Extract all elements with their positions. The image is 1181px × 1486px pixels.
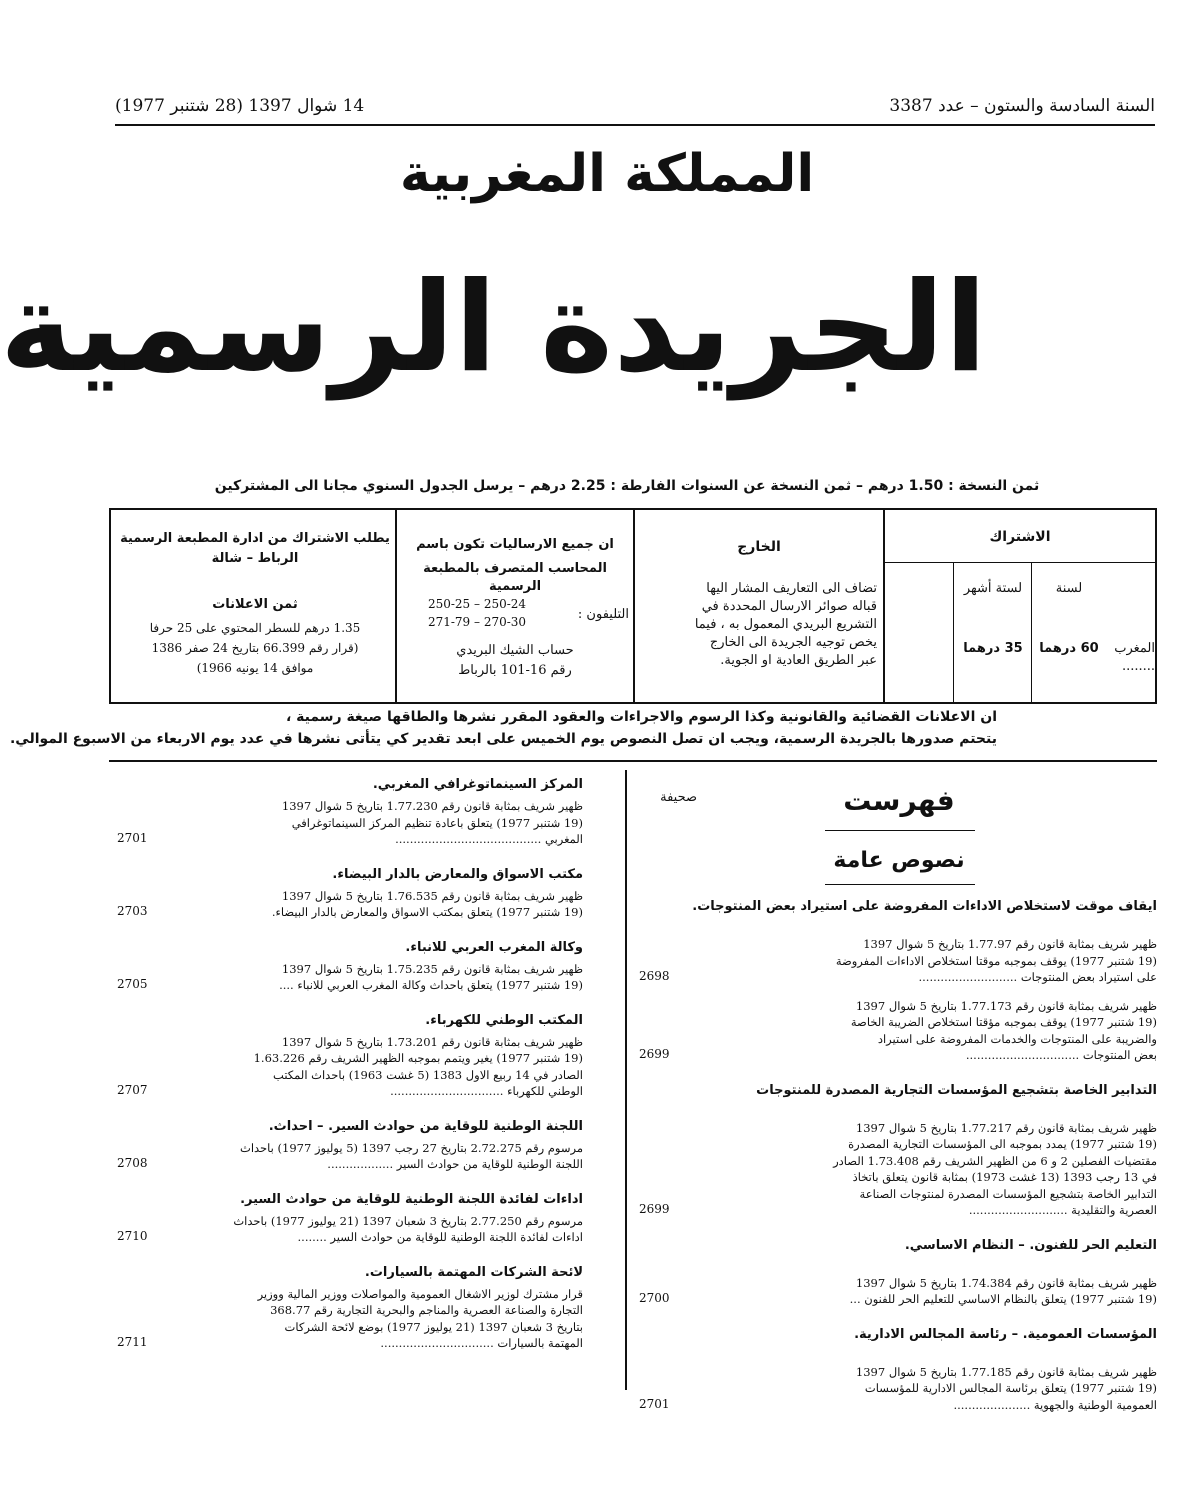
toc-entry-line: المغربي ........................................: [395, 832, 583, 846]
toc-entry-line: (19 شتنبر 1977) يتعلق بالنظام الاساسي للتعليم الحر للفنون ...: [849, 1292, 1157, 1306]
toc-entry-line: (19 شتنبر 1977) يغير ويتمم بموجبه الظهير الشريف رقم 1.63.226: [253, 1051, 583, 1065]
subscription-six-price: 35 درهما: [963, 641, 1023, 656]
toc-entry-line: (19 شتنبر 1977) يتعلق بمكتب الاسواق والمعارض بالدار البيضاء.: [271, 905, 583, 919]
info-box: [109, 508, 1157, 704]
notice-rule: [109, 760, 1157, 762]
toc-entry[interactable]: [717, 1364, 1157, 1414]
page-number: 2711: [117, 1335, 148, 1349]
abroad-line: قباله صوائر الارسال المحددة في: [701, 599, 877, 614]
toc-entry-line: التجارة والصناعة العصرية والمناجم والبحرية التجارية رقم 368.77: [270, 1303, 583, 1317]
toc-entry-line: (19 شتنبر 1977) يمدد بموجبه الى المؤسسات التجارية المصدرة: [848, 1137, 1157, 1151]
toc-entry[interactable]: [173, 798, 583, 848]
toc-entry-line: ظهير شريف بمثابة قانون رقم 1.77.230 بتاريخ 5 شوال 1397: [281, 799, 583, 813]
page-number: 2701: [639, 1396, 670, 1411]
ads-line5: موافق 14 يونيه 1966): [196, 661, 314, 675]
toc-entry[interactable]: [173, 1140, 583, 1173]
toc-entry[interactable]: [717, 936, 1157, 986]
page-number: 2710: [117, 1229, 148, 1243]
phone-numbers-1: 250-24 – 250-25: [427, 597, 527, 611]
abroad-text: [641, 580, 877, 670]
toc-entry-line: اللجنة الوطنية للوقاية من حوادث السير ..................: [327, 1157, 583, 1171]
phone-label: التليفون :: [577, 607, 629, 622]
subscription-col-year: لسنة: [1055, 581, 1083, 596]
ads-line1: يطلب الاشتراك من ادارة المطبعة الرسمية: [120, 531, 390, 546]
section-heading: اداءات لفائدة اللجنة الوطنية للوقاية من حوادث السير.: [240, 1191, 583, 1207]
toc-entry-line: (19 شتنبر 1977) يتعلق برئاسة المجالس الادارية للمؤسسات: [864, 1381, 1157, 1395]
section-heading: المكتب الوطني للكهرباء.: [425, 1012, 583, 1028]
postal-account: حساب الشيك البريدي: [456, 643, 574, 658]
page-number: 2700: [639, 1291, 670, 1305]
gazette-title: الجريدة الرسمية: [0, 256, 987, 400]
section-heading: التدابير الخاصة بتشجيع المؤسسات التجارية المصدرة للمنتوجات: [756, 1082, 1157, 1098]
toc-entry-line: ظهير شريف بمثابة قانون رقم 1.77.97 بتاريخ 5 شوال 1397: [863, 937, 1157, 951]
page-header: صحيفة: [660, 790, 697, 805]
abroad-line: تضاف الى التعاريف المشار اليها: [706, 581, 877, 596]
toc-entry-line: في 13 رجب 1393 (13 غشت 1973) بمثابة قانون يتعلق باتخاذ: [852, 1170, 1157, 1184]
kingdom-name: المملكة المغربية: [399, 144, 815, 204]
section-heading: المؤسسات العمومية. – رئاسة المجالس الادارية.: [854, 1326, 1157, 1342]
toc-entry-line: مرسوم رقم 2.77.250 بتاريخ 3 شعبان 1397 (21 يوليوز 1977) باحداث: [233, 1213, 583, 1228]
subscription-row-label: المغرب ........: [1114, 641, 1155, 674]
page-number: 2699: [639, 1047, 670, 1061]
toc-entry-line: قرار مشترك لوزير الاشغال العمومية والمواصلات ووزير المالية ووزير: [257, 1286, 583, 1301]
toc-entry[interactable]: [717, 1120, 1157, 1219]
toc-entry[interactable]: [717, 1275, 1157, 1308]
toc-entry-line: الصادر في 14 ربيع الاول 1383 (5 غشت 1963) باحداث المكتب: [273, 1067, 583, 1082]
toc-entry-line: ظهير شريف بمثابة قانون رقم 1.74.384 بتاريخ 5 شوال 1397: [855, 1275, 1157, 1290]
toc-entry[interactable]: [717, 998, 1157, 1064]
section-heading: اللجنة الوطنية للوقاية من حوادث السير. – احداث.: [268, 1118, 583, 1134]
toc-entry-line: العصرية والتقليدية ...........................: [968, 1203, 1157, 1217]
section-heading: لائحة الشركات المهتمة بالسيارات.: [364, 1264, 583, 1280]
toc-entry-line: ظهير شريف بمثابة قانون رقم 1.77.217 بتاريخ 5 شوال 1397: [855, 1120, 1157, 1135]
toc-entry-line: على استيراد بعض المنتوجات ...........................: [918, 970, 1157, 984]
toc-entry-line: التدابير الخاصة بتشجيع المؤسسات المصدرة لمنتوجات الصناعة: [859, 1186, 1157, 1201]
toc-entry-line: (19 شتنبر 1977) يتعلق باحداث وكالة المغرب العربي للانباء ....: [279, 978, 583, 992]
page-number: 2698: [639, 969, 670, 983]
toc-entry-line: ظهير شريف بمثابة قانون رقم 1.75.235 بتاريخ 5 شوال 1397: [281, 961, 583, 976]
price-line: ثمن النسخة : 1.50 درهم – ثمن النسخة عن السنوات الفارطة : 2.25 درهم – يرسل الجدول السنوي مجانا الى المشتركين: [214, 478, 1040, 494]
toc-title: فهرست: [843, 784, 955, 817]
toc-entry[interactable]: [173, 1286, 583, 1352]
payments-line1: ان جميع الارساليات تكون باسم: [416, 537, 614, 552]
column-divider: [625, 770, 627, 1390]
page-number: 2703: [117, 904, 148, 918]
ads-line4: (قرار رقم 66.399 بتاريخ 24 صفر 1386: [151, 641, 359, 655]
page-number: 2701: [117, 831, 148, 845]
title-underline: [825, 830, 975, 831]
toc-entry-line: بتاريخ 3 شعبان 1397 (21 يوليوز 1977) بوضع لائحة الشركات: [284, 1319, 583, 1334]
toc-entry-line: (19 شتنبر 1977) يتعلق باعادة تنظيم المركز السينماتوغرافي: [291, 815, 583, 830]
toc-entry-line: الوطني للكهرباء ...............................: [390, 1084, 583, 1098]
notice-line2: يتحتم صدورها بالجريدة الرسمية، ويجب ان تصل النصوص يوم الخميس على ابعد تقدير كي يتأتى نشرها في عدد يوم الاربعاء من الاسبوع الموالي.: [9, 731, 997, 747]
toc-entry-line: بعض المنتوجات ...............................: [965, 1048, 1157, 1062]
toc-entry-line: مرسوم رقم 2.72.275 بتاريخ 27 رجب 1397 (5 يوليوز 1977) باحداث: [240, 1140, 583, 1155]
toc-entry[interactable]: [173, 888, 583, 921]
subscription-year-price: 60 درهما: [1039, 641, 1099, 656]
toc-entry-line: ظهير شريف بمثابة قانون رقم 1.73.201 بتاريخ 5 شوال 1397: [281, 1034, 583, 1049]
toc-entry-line: (19 شتنبر 1977) يوقف بموجبه مؤقتا استخلاص الضريبة الخاصة: [850, 1015, 1157, 1029]
toc-entry[interactable]: [173, 1034, 583, 1100]
general-texts: نصوص عامة: [833, 848, 965, 873]
abroad-line: عبر الطريق العادية او الجوية.: [720, 653, 877, 668]
ads-line2: الرباط – شالة: [211, 551, 299, 566]
abroad-line: يخص توجيه الجريدة الى الخارج: [709, 635, 877, 650]
ads-line3: 1.35 درهم للسطر المحتوي على 25 حرفا: [149, 621, 361, 635]
toc-entry-line: ظهير شريف بمثابة قانون رقم 1.77.173 بتاريخ 5 شوال 1397: [855, 998, 1157, 1013]
section-heading: التعليم الحر للفنون. – النظام الاساسي.: [904, 1237, 1157, 1253]
toc-entry-line: اداءات لفائدة اللجنة الوطنية للوقاية من حوادث السير ........: [297, 1230, 583, 1244]
subscription-title: الاشتراك: [989, 529, 1051, 545]
toc-entry-line: والضريبة على المنتوجات والخدمات المفروضة على استيراد: [877, 1031, 1157, 1046]
toc-entry-line: ظهير شريف بمثابة قانون رقم 1.77.185 بتاريخ 5 شوال 1397: [855, 1364, 1157, 1379]
ads-title: ثمن الاعلانات: [212, 597, 298, 612]
toc-entry-line: ظهير شريف بمثابة قانون رقم 1.76.535 بتاريخ 5 شوال 1397: [281, 888, 583, 903]
section-heading: المركز السينماتوغرافي المغربي.: [372, 777, 583, 792]
toc-entry-line: العمومية الوطنية والجهوية .....................: [953, 1397, 1157, 1412]
phone-numbers-2: 270-30 – 271-79: [427, 615, 527, 629]
subscription-col-six: لستة أشهر: [963, 581, 1023, 596]
toc-entry-line: المهتمة بالسيارات ...............................: [380, 1336, 583, 1350]
section-heading: مكتب الاسواق والمعارض بالدار البيضاء.: [332, 866, 583, 882]
postal-account-number: رقم 16-101 بالرباط: [458, 663, 572, 678]
general-underline: [825, 884, 975, 885]
toc-entry[interactable]: [173, 1213, 583, 1246]
notice-line1: ان الاعلانات القضائية والقانونية وكذا الرسوم والاجراءات والعقود المقرر نشرها والطاقها صيغة رسمية ،: [285, 709, 997, 725]
issue-date: 14 شوال 1397 (28 شتنبر 1977): [115, 96, 365, 116]
page-number: 2708: [117, 1156, 148, 1170]
page-number: 2699: [639, 1202, 670, 1216]
section-heading: وكالة المغرب العربي للانباء.: [405, 939, 583, 955]
abroad-line: التشريع البريدي المعمول به ، فيما: [694, 617, 877, 632]
header-rule: [115, 124, 1155, 126]
payments-line2: المحاسب المتصرف بالمطبعة الرسمية: [423, 561, 607, 594]
toc-entry-line: (19 شتنبر 1977) يوقف بموجبه موقتا استخلاص الاداءات المفروضة: [835, 953, 1157, 968]
toc-entry-line: مقتضيات الفصلين 2 و 6 من الظهير الشريف رقم 1.73.408 الصادر: [833, 1153, 1157, 1168]
page-number: 2705: [117, 977, 148, 991]
page-number: 2707: [117, 1083, 148, 1097]
section-heading: ايقاف موقت لاستخلاص الاداءات المفروضة على استيراد بعض المنتوجات.: [692, 899, 1157, 914]
toc-entry[interactable]: [173, 961, 583, 994]
issue-line: السنة السادسة والستون – عدد 3387: [889, 96, 1155, 116]
abroad-title: الخارج: [737, 539, 781, 555]
